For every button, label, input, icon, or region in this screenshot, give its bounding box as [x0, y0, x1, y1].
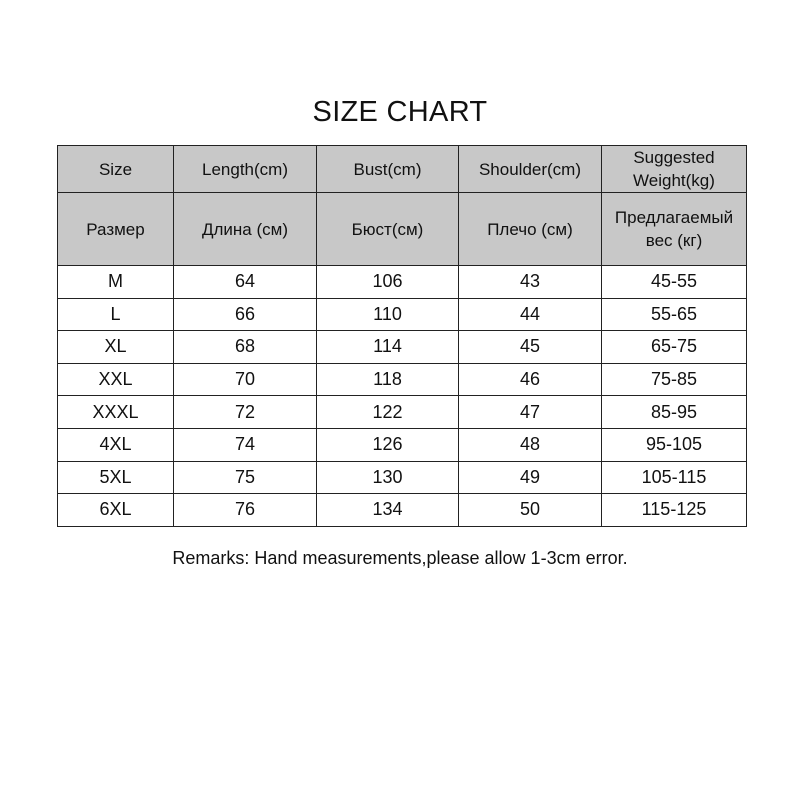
weight-cell-value: 115-125: [641, 499, 707, 520]
bust-cell: [317, 331, 459, 364]
table-row: [58, 363, 747, 396]
size-cell: [58, 331, 174, 364]
size-cell: [58, 396, 174, 429]
shoulder-cell-value: 45: [519, 336, 541, 357]
length-cell: [174, 298, 317, 331]
size-cell: [58, 461, 174, 494]
weight-cell-value: 85-95: [650, 401, 698, 422]
header-cell: [174, 146, 317, 193]
header-cell: [459, 146, 602, 193]
length-cell-value: 68: [234, 336, 256, 357]
bust-cell: [317, 461, 459, 494]
bust-cell: [317, 428, 459, 461]
weight-cell: [602, 428, 747, 461]
table-row: [58, 331, 747, 364]
length-cell-value: 76: [234, 499, 256, 520]
shoulder-cell-value: 49: [519, 466, 541, 487]
table-row: [58, 461, 747, 494]
shoulder-cell-value: 43: [519, 271, 541, 292]
bust-cell-value: 114: [373, 336, 402, 357]
weight-cell: [602, 461, 747, 494]
header-size-label: Size: [98, 159, 133, 179]
size-cell: [58, 363, 174, 396]
weight-cell-value: 105-115: [641, 466, 707, 487]
shoulder-cell: [459, 331, 602, 364]
length-cell-value: 66: [234, 303, 256, 324]
table-body: [58, 266, 747, 527]
header-row-english: [58, 146, 747, 193]
shoulder-cell: [459, 428, 602, 461]
weight-cell-value: 55-65: [650, 303, 698, 324]
weight-cell-value: 45-55: [650, 271, 698, 292]
bust-cell: [317, 396, 459, 429]
table-row: [58, 494, 747, 527]
header-weight-label-ru: Предлагаемый вес (кг): [614, 208, 734, 250]
header-cell: [58, 193, 174, 266]
bust-cell-value: 126: [372, 434, 403, 455]
bust-cell: [317, 266, 459, 299]
shoulder-cell: [459, 494, 602, 527]
header-shoulder-label: Shoulder(cm): [478, 159, 582, 179]
header-cell: [602, 193, 747, 266]
size-cell-value: 6XL: [99, 499, 132, 520]
weight-cell: [602, 396, 747, 429]
bust-cell-value: 118: [373, 369, 402, 390]
weight-cell: [602, 298, 747, 331]
length-cell: [174, 461, 317, 494]
weight-cell-value: 65-75: [650, 336, 698, 357]
header-cell: [317, 193, 459, 266]
bust-cell: [317, 298, 459, 331]
weight-cell: [602, 331, 747, 364]
remarks-note: Remarks: Hand measurements,please allow 1-3cm error.: [172, 548, 628, 568]
table-row: [58, 266, 747, 299]
header-weight-label: Suggested Weight(kg): [633, 148, 715, 190]
shoulder-cell: [459, 363, 602, 396]
size-cell-value: L: [110, 303, 121, 324]
shoulder-cell-value: 47: [519, 401, 541, 422]
shoulder-cell: [459, 266, 602, 299]
size-cell-value: 4XL: [99, 434, 132, 455]
bust-cell-value: 122: [372, 401, 403, 422]
header-cell: [317, 146, 459, 193]
shoulder-cell-value: 50: [519, 499, 541, 520]
length-cell: [174, 494, 317, 527]
length-cell: [174, 396, 317, 429]
weight-cell: [602, 363, 747, 396]
header-cell: [58, 146, 174, 193]
size-cell-value: M: [108, 271, 123, 292]
header-cell: [602, 146, 747, 193]
bust-cell-value: 110: [373, 303, 402, 324]
header-length-label-ru: Длина (см): [201, 219, 288, 239]
shoulder-cell-value: 46: [519, 369, 541, 390]
size-cell-value: XXXL: [92, 401, 139, 422]
bust-cell-value: 130: [372, 466, 403, 487]
length-cell-value: 75: [234, 466, 256, 487]
length-cell: [174, 266, 317, 299]
weight-cell-value: 75-85: [650, 369, 698, 390]
size-cell-value: XXL: [98, 369, 133, 390]
length-cell-value: 74: [234, 434, 256, 455]
header-bust-label: Bust(cm): [353, 159, 422, 179]
size-cell: [58, 494, 174, 527]
length-cell-value: 70: [234, 369, 256, 390]
page-title: SIZE CHART: [312, 96, 488, 128]
shoulder-cell-value: 44: [519, 303, 541, 324]
bust-cell: [317, 363, 459, 396]
shoulder-cell-value: 48: [519, 434, 541, 455]
bust-cell-value: 134: [372, 499, 403, 520]
size-chart-table: [57, 145, 747, 527]
header-length-label: Length(cm): [202, 159, 288, 179]
bust-cell-value: 106: [372, 271, 403, 292]
size-cell: [58, 266, 174, 299]
size-cell-value: XL: [104, 336, 127, 357]
header-cell: [459, 193, 602, 266]
weight-cell: [602, 266, 747, 299]
bust-cell: [317, 494, 459, 527]
size-cell: [58, 428, 174, 461]
table-row: [58, 298, 747, 331]
size-cell-value: 5XL: [99, 466, 132, 487]
table-row: [58, 396, 747, 429]
weight-cell-value: 95-105: [645, 434, 703, 455]
length-cell-value: 64: [234, 271, 256, 292]
shoulder-cell: [459, 396, 602, 429]
shoulder-cell: [459, 461, 602, 494]
header-shoulder-label-ru: Плечо (см): [487, 219, 573, 239]
header-row-russian: [58, 193, 747, 266]
shoulder-cell: [459, 298, 602, 331]
header-cell: [174, 193, 317, 266]
table-row: [58, 428, 747, 461]
size-cell: [58, 298, 174, 331]
weight-cell: [602, 494, 747, 527]
length-cell-value: 72: [234, 401, 256, 422]
header-size-label-ru: Размер: [86, 219, 145, 239]
header-bust-label-ru: Бюст(см): [351, 219, 424, 239]
length-cell: [174, 428, 317, 461]
length-cell: [174, 363, 317, 396]
length-cell: [174, 331, 317, 364]
